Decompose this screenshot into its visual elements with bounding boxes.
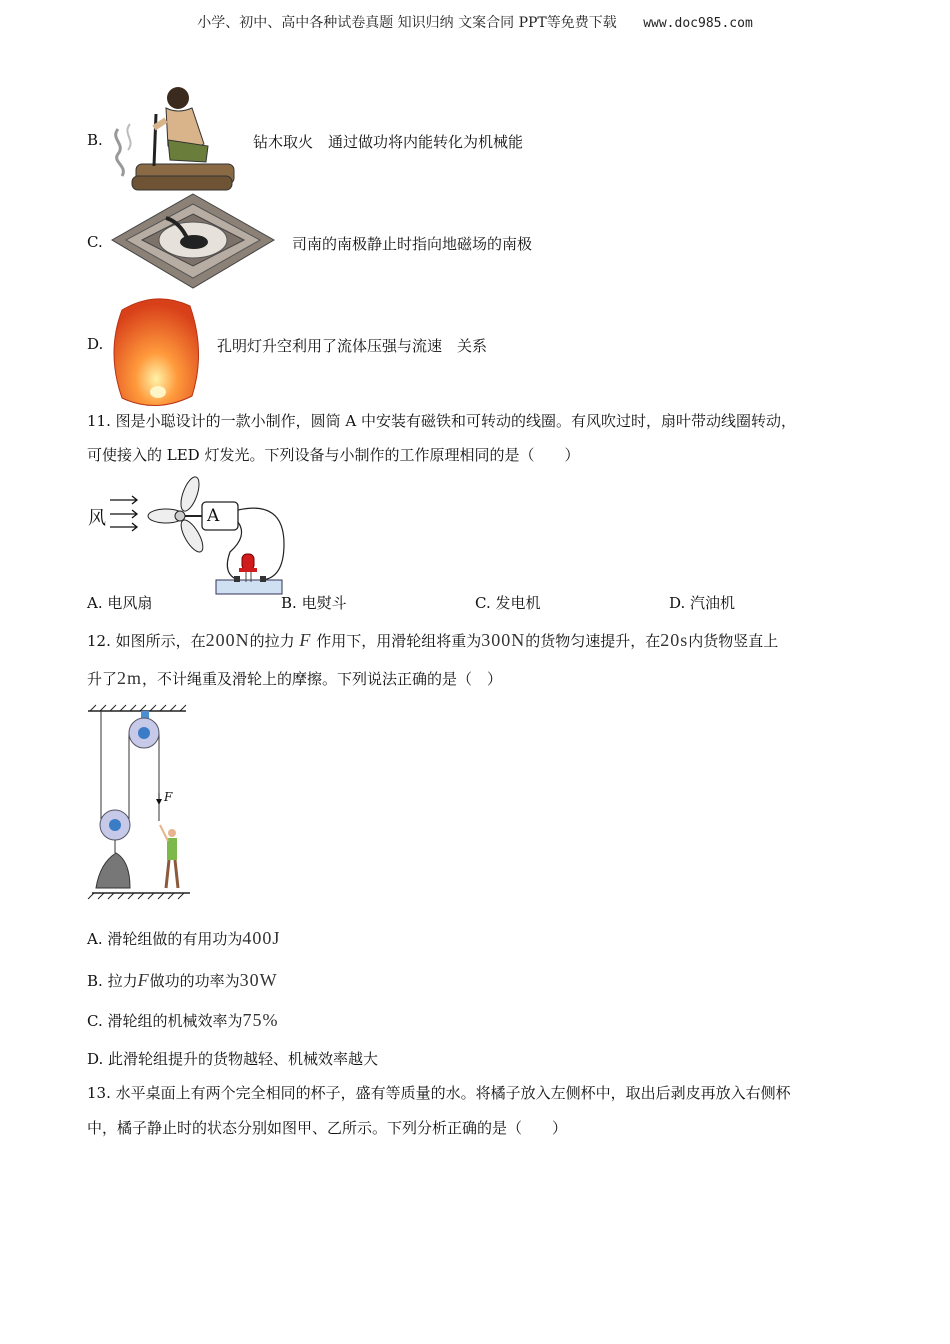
wind-generator-figure xyxy=(106,474,298,602)
pulley-system-figure xyxy=(86,703,196,903)
q12-text-6: 升了 xyxy=(87,670,118,688)
q12-option-b[interactable] xyxy=(87,970,278,991)
q12-option-d-text: 此滑轮组提升的货物越轻、机械效率越大 xyxy=(108,1050,379,1068)
q11-option-d-label: D. xyxy=(669,594,686,612)
q12-option-a-label: A. xyxy=(87,930,103,948)
q10-option-d-label: D. xyxy=(87,335,104,353)
q11-option-b[interactable] xyxy=(281,592,347,613)
q11-option-d[interactable] xyxy=(669,592,735,613)
q11-option-b-text: 电熨斗 xyxy=(301,594,347,612)
q12-option-c[interactable] xyxy=(87,1010,279,1031)
q11-stem-line2: 可使接入的 LED 灯发光。下列设备与小制作的工作原理相同的是（ ） xyxy=(87,446,580,464)
q12-var-f: F xyxy=(299,630,312,650)
q12-text-2: 的拉力 xyxy=(249,632,295,650)
q12-value-time: 20s xyxy=(660,630,689,650)
q12-stem-line1 xyxy=(87,630,778,651)
q12-option-b-text-b: 做功的功率为 xyxy=(149,972,240,990)
q11-option-a-text: 电风扇 xyxy=(107,594,153,612)
cylinder-label: A xyxy=(207,506,220,526)
q12-text-1: 12. 如图所示，在 xyxy=(87,632,206,650)
q11-option-a[interactable] xyxy=(87,592,152,613)
q12-stem-line2 xyxy=(87,668,502,689)
q12-option-a-text: 滑轮组做的有用功为 xyxy=(107,930,243,948)
q12-option-c-label: C. xyxy=(87,1012,103,1030)
q12-text-3: 作用下，用滑轮组将重为 xyxy=(316,632,482,650)
q10-option-c-text: 司南的南极静止时指向地磁场的南极 xyxy=(292,235,533,253)
q10-option-b-label: B. xyxy=(87,131,103,149)
q12-option-b-var: F xyxy=(137,970,150,990)
fire-drilling-image xyxy=(108,84,238,192)
q12-text-4: 的货物匀速提升，在 xyxy=(525,632,661,650)
q12-value-weight: 300N xyxy=(481,630,526,650)
q12-option-a[interactable] xyxy=(87,928,280,949)
q12-value-height: 2m xyxy=(117,668,143,688)
q10-option-d-text: 孔明灯升空利用了流体压强与流速 关系 xyxy=(217,337,488,355)
q12-option-d[interactable] xyxy=(87,1048,378,1069)
q11-option-d-text: 汽油机 xyxy=(690,594,736,612)
q12-option-c-value: 75% xyxy=(242,1010,279,1030)
q12-text-7: ，不计绳重及滑轮上的摩擦。下列说法正确的是（ ） xyxy=(142,670,503,688)
sky-lantern-image xyxy=(108,292,204,412)
wind-label: 风 xyxy=(88,508,106,529)
q12-option-a-value: 400J xyxy=(242,928,281,948)
force-label: F xyxy=(164,790,173,804)
q11-option-c-text: 发电机 xyxy=(495,594,541,612)
q12-option-b-value: 30W xyxy=(239,970,278,990)
q11-option-b-label: B. xyxy=(281,594,297,612)
header-text: 小学、初中、高中各种试卷真题 知识归纳 文案合同 PPT等免费下载 xyxy=(197,15,617,31)
q10-option-c-label: C. xyxy=(87,233,103,251)
q12-option-d-label: D. xyxy=(87,1050,104,1068)
q11-option-a-label: A. xyxy=(87,594,103,612)
q12-option-b-label: B. xyxy=(87,972,103,990)
q11-stem-line1: 11. 图是小聪设计的一款小制作，圆筒 A 中安装有磁铁和可转动的线圈。有风吹过时，扇叶带动线圈转动， xyxy=(87,412,796,430)
q12-value-force: 200N xyxy=(205,630,250,650)
q12-text-5: 内货物竖直上 xyxy=(688,632,779,650)
header-url[interactable]: www.doc985.com xyxy=(643,16,753,31)
q11-option-c-label: C. xyxy=(475,594,491,612)
q10-option-b-text: 钻木取火 通过做功将内能转化为机械能 xyxy=(253,133,524,151)
q12-option-b-text-a: 拉力 xyxy=(107,972,138,990)
compass-sinan-image xyxy=(110,192,276,290)
q12-option-c-text: 滑轮组的机械效率为 xyxy=(107,1012,243,1030)
page-header xyxy=(0,12,950,32)
q11-option-c[interactable] xyxy=(475,592,541,613)
q13-stem-line2: 中，橘子静止时的状态分别如图甲、乙所示。下列分析正确的是（ ） xyxy=(87,1119,568,1137)
q13-stem-line1: 13. 水平桌面上有两个完全相同的杯子，盛有等质量的水。将橘子放入左侧杯中，取出后剥皮再放入右侧杯 xyxy=(87,1084,791,1102)
